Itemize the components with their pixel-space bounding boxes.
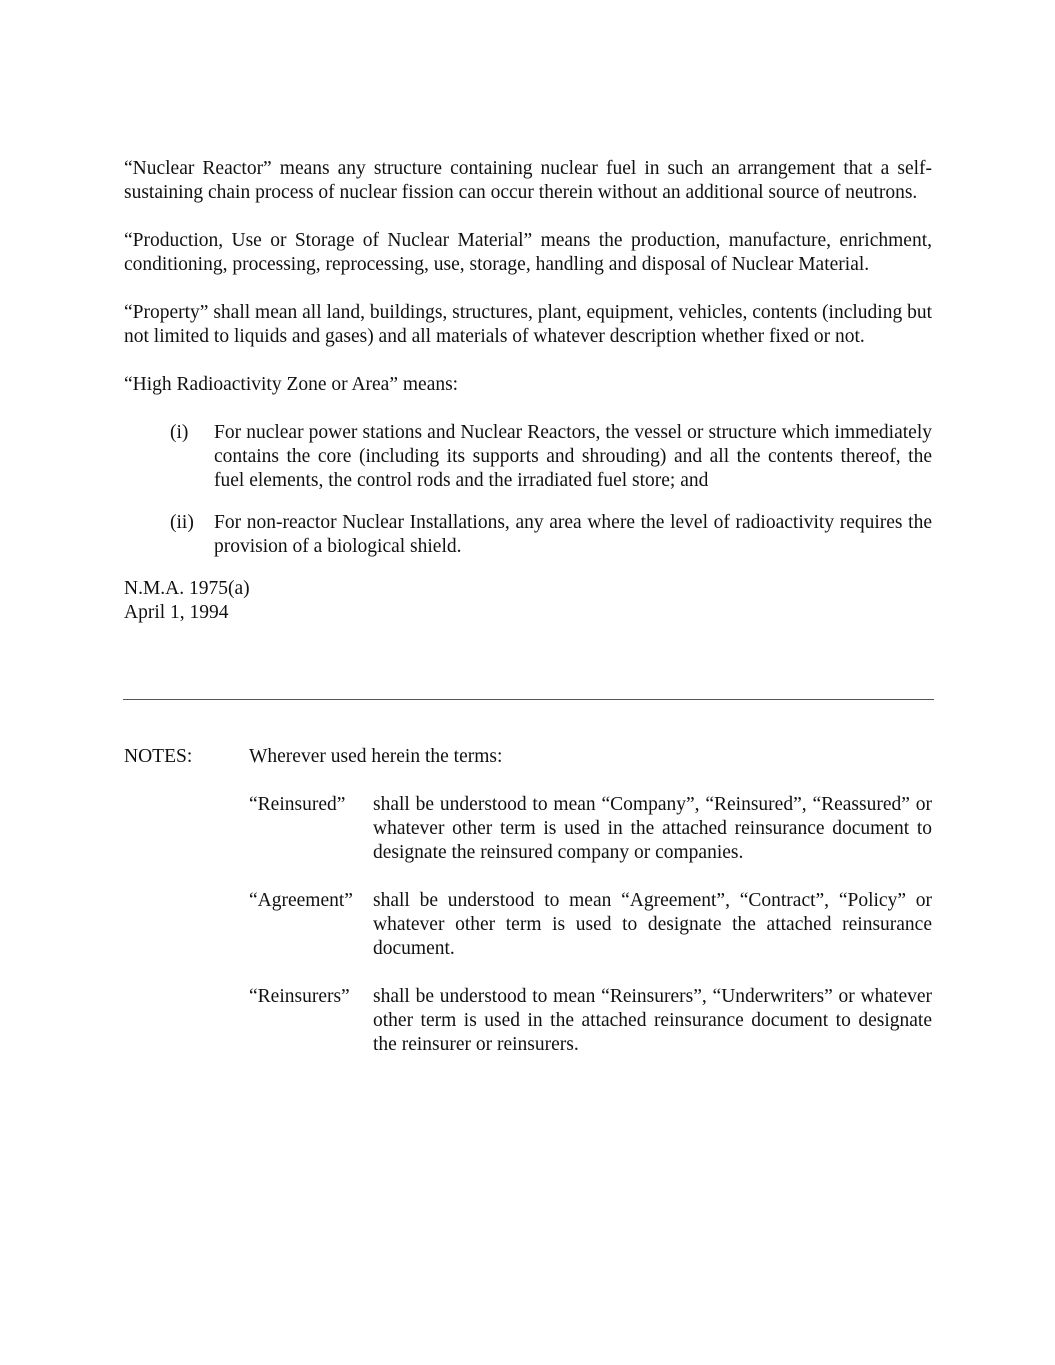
note-term-row [124, 889, 932, 961]
notes-header [124, 745, 932, 769]
note-term: “Reinsured” [249, 794, 346, 815]
list-item [124, 421, 932, 493]
horizontal-divider [123, 699, 934, 700]
note-term: “Reinsurers” [249, 986, 350, 1007]
list-item-text: For nuclear power stations and Nuclear Reactors, the vessel or structure which immediately contains the core (including its supports and shrouding) and all the contents thereof, the fuel elements, the control rods and the irradiated fuel store; and [214, 422, 932, 491]
citation-date: April 1, 1994 [124, 602, 229, 623]
definition-high-radioactivity-intro: “High Radioactivity Zone or Area” means: [124, 374, 459, 395]
note-term-row [124, 985, 932, 1057]
notes-label: NOTES: [124, 746, 193, 767]
high-radioactivity-list [124, 421, 932, 559]
definition-property: “Property” shall mean all land, buildings, structures, plant, equipment, vehicles, contents (including but not limited to liquids and gases) and all materials of whatever description whether fixed or not. [124, 302, 932, 347]
list-item [124, 511, 932, 559]
list-item-text: For non-reactor Nuclear Installations, any area where the level of radioactivity requires the provision of a biological shield. [214, 512, 932, 557]
note-definition: shall be understood to mean “Reinsurers”, “Underwriters” or whatever other term is used in the attached reinsurance document to designate the reinsurer or reinsurers. [373, 986, 932, 1055]
definition-production-use-storage: “Production, Use or Storage of Nuclear Material” means the production, manufacture, enrichment, conditioning, processing, reprocessing, use, storage, handling and disposal of Nuclear Material. [124, 230, 932, 275]
document-body [124, 157, 932, 625]
note-definition: shall be understood to mean “Agreement”, “Contract”, “Policy” or whatever other term is used to designate the attached reinsurance document. [373, 890, 932, 959]
notes-intro: Wherever used herein the terms: [249, 746, 503, 767]
list-marker: (i) [170, 422, 189, 443]
citation-code: N.M.A. 1975(a) [124, 578, 250, 599]
list-marker: (ii) [170, 512, 194, 533]
definition-nuclear-reactor: “Nuclear Reactor” means any structure containing nuclear fuel in such an arrangement that a self-sustaining chain process of nuclear fission can occur therein without an additional source of neutrons. [124, 158, 932, 203]
note-definition: shall be understood to mean “Company”, “Reinsured”, “Reassured” or whatever other term is used in the attached reinsurance document to designate the reinsured company or companies. [373, 794, 932, 863]
note-term: “Agreement” [249, 890, 353, 911]
notes-section [124, 745, 932, 1081]
citation-block [124, 577, 932, 625]
note-term-row [124, 793, 932, 865]
